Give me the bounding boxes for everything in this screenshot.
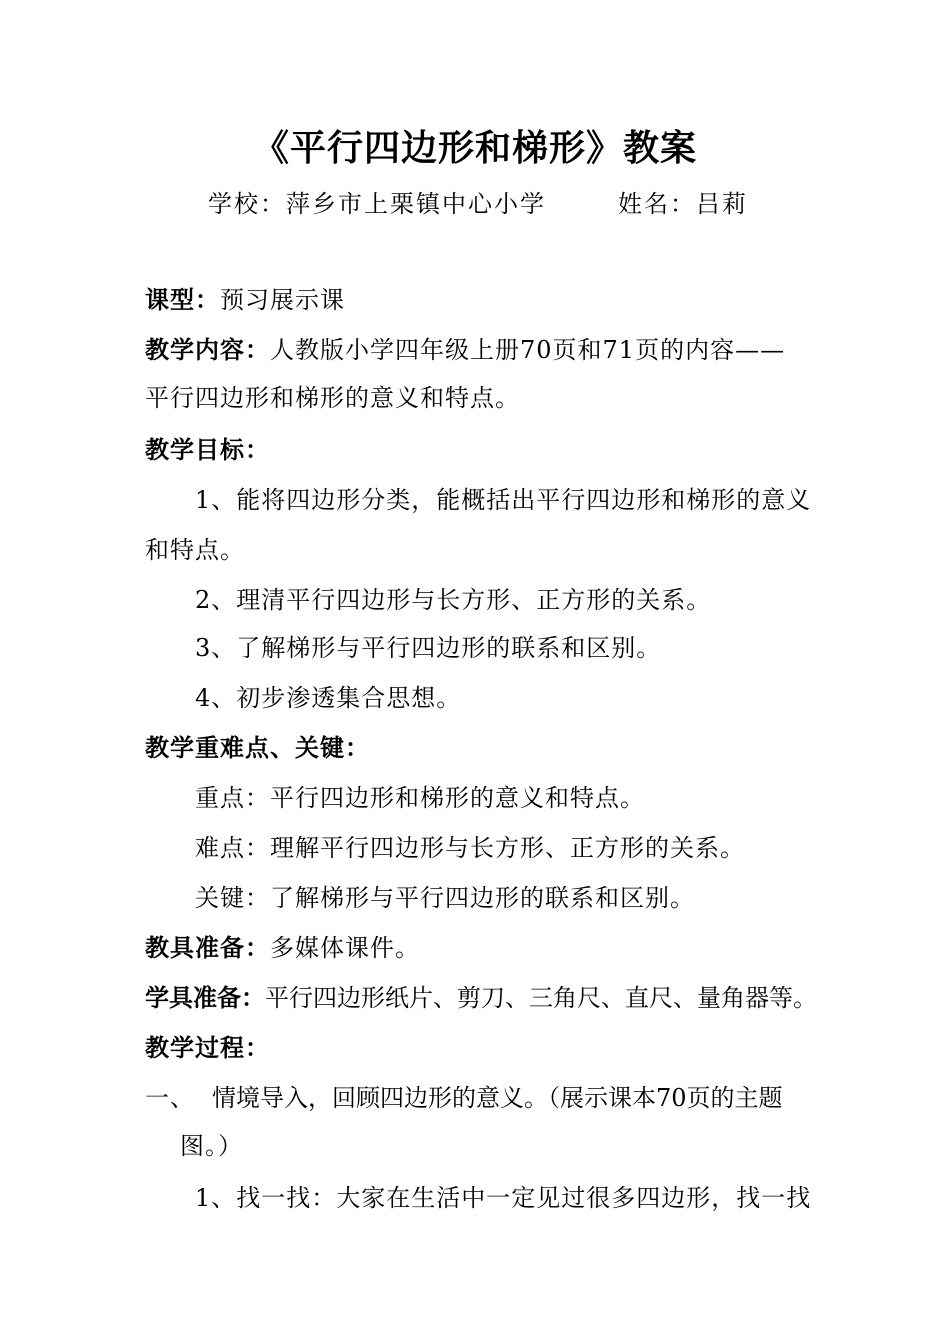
teacher-tools-line xyxy=(145,933,420,963)
student-tools-value: 平行四边形纸片、剪刀、三角尺、直尺、量角器等。 xyxy=(265,984,817,1012)
content-line xyxy=(145,335,785,365)
content-line-continued: 平行四边形和梯形的意义和特点。 xyxy=(145,384,520,412)
lesson-type-label: 课型： xyxy=(145,285,220,314)
goal-2: 2、理清平行四边形与长方形、正方形的关系。 xyxy=(195,586,712,614)
goal-1: 1、能将四边形分类，能概括出平行四边形和梯形的意义 xyxy=(195,486,812,514)
goal-1-continued: 和特点。 xyxy=(145,536,245,564)
process-heading: 教学过程： xyxy=(145,1033,270,1062)
goal-4: 4、初步渗透集合思想。 xyxy=(195,684,462,712)
lesson-type-value: 预习展示课 xyxy=(220,286,345,314)
key-points-heading: 教学重难点、关键： xyxy=(145,733,370,762)
lesson-type-line xyxy=(145,285,345,315)
goals-heading: 教学目标： xyxy=(145,435,270,464)
key-factor: 关键：了解梯形与平行四边形的联系和区别。 xyxy=(195,884,695,912)
difficult-point: 难点：理解平行四边形与长方形、正方形的关系。 xyxy=(195,834,745,862)
step-1-text: 情境导入，回顾四边形的意义。（展示课本70页的主题 xyxy=(212,1084,783,1112)
teacher-tools-label: 教具准备： xyxy=(145,933,270,962)
student-tools-label: 学具准备： xyxy=(145,983,265,1012)
find-activity-1: 1、找一找：大家在生活中一定见过很多四边形，找一找 xyxy=(195,1184,812,1212)
key-point: 重点：平行四边形和梯形的意义和特点。 xyxy=(195,784,645,812)
school-line: 学校：萍乡市上栗镇中心小学 xyxy=(208,190,546,218)
step-1-number: 一、 xyxy=(145,1084,195,1112)
content-label: 教学内容： xyxy=(145,335,270,364)
goal-3: 3、了解梯形与平行四边形的联系和区别。 xyxy=(195,634,662,662)
step-1-continued: 图。） xyxy=(180,1132,243,1160)
document-title: 《平行四边形和梯形》教案 xyxy=(252,127,697,169)
content-value: 人教版小学四年级上册70页和71页的内容—— xyxy=(270,336,786,364)
author-name-line: 姓名：吕莉 xyxy=(618,190,748,218)
teacher-tools-value: 多媒体课件。 xyxy=(270,934,420,962)
student-tools-line xyxy=(145,983,817,1013)
